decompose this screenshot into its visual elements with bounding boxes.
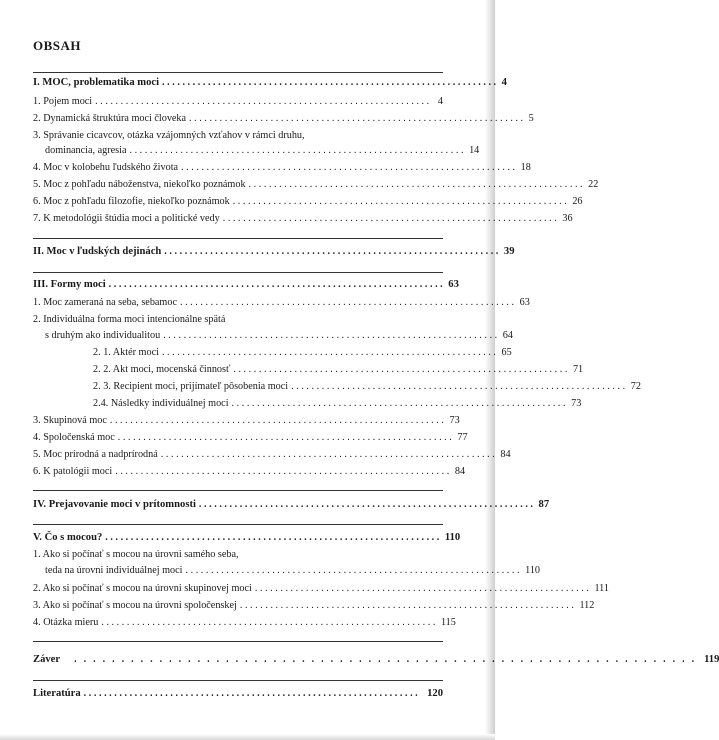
toc-entry-first-line: 1. Ako si počínať s mocou na úrovni samého seba, <box>33 549 239 560</box>
leader-dots: .................................................................. <box>222 213 560 224</box>
section-rule <box>33 680 443 681</box>
section-rule <box>33 238 443 239</box>
toc-entry[interactable] <box>33 616 456 629</box>
toc-page-number: 18 <box>520 162 531 173</box>
leader-dots: .................................................................. <box>239 600 577 611</box>
leader-dots: .................................................................. <box>101 617 438 628</box>
toc-subentry[interactable] <box>33 397 582 410</box>
leader-dots: .................................................................. <box>254 583 592 594</box>
toc-page-number: 111 <box>594 583 609 594</box>
toc-entry-label: 2. 1. Aktér moci <box>93 347 159 358</box>
toc-entry[interactable] <box>33 599 595 612</box>
toc-page-number: 71 <box>572 364 584 375</box>
toc-page-number: 110 <box>444 532 461 543</box>
toc-heading-label: Záver <box>33 654 61 665</box>
toc-entry[interactable] <box>33 161 531 174</box>
leader-dots: .................................................................. <box>83 688 421 699</box>
leader-dots: .................................................................. <box>198 499 536 510</box>
toc-subentry[interactable] <box>33 363 584 376</box>
toc-page-number: 73 <box>449 415 460 426</box>
toc-entry-first-line: 3. Správanie cicavcov, otázka vzájomných vzťahov v rámci druhu, <box>33 130 305 141</box>
toc-page-number: 64 <box>502 330 513 341</box>
toc-heading-section-5[interactable] <box>33 531 461 544</box>
toc-entry[interactable] <box>33 144 480 157</box>
leader-dots: .................................................................. <box>161 347 499 358</box>
leader-dots: .................................................................. <box>162 77 499 88</box>
toc-entry[interactable] <box>33 329 513 342</box>
toc-heading-section-2[interactable] <box>33 245 515 258</box>
page-title: OBSAH <box>33 38 82 53</box>
toc-entry-label: 2. 2. Akt moci, mocenská činnosť <box>93 364 231 375</box>
toc-page-number: 110 <box>525 565 541 576</box>
toc-heading-section-3[interactable] <box>33 278 459 291</box>
leader-dots: .................................................................. <box>233 364 570 375</box>
toc-page-number: 39 <box>503 246 515 257</box>
leader-dots: .................................................................. <box>164 246 501 257</box>
toc-heading-label: Literatúra <box>33 688 81 699</box>
toc-entry-label: 4. Moc v kolobehu ľudského života <box>33 162 179 173</box>
toc-entry[interactable] <box>33 296 530 309</box>
section-rule <box>33 272 443 273</box>
leader-dots: .................................................................. <box>185 565 523 576</box>
leader-dots: .................................................................. <box>115 466 452 477</box>
toc-page-number: 63 <box>519 297 530 308</box>
toc-heading-label: IV. Prejavovanie moci v prítomnosti <box>33 499 196 510</box>
toc-entry[interactable] <box>33 212 573 225</box>
leader-dots: .................................................................. <box>163 330 500 341</box>
leader-dots: .................................................................. <box>189 113 526 124</box>
toc-page-number: 65 <box>501 347 512 358</box>
toc-entry[interactable] <box>33 448 511 461</box>
leader-dots: .................................................................. <box>232 196 570 207</box>
leader-dots: .................................................................. <box>248 179 586 190</box>
toc-heading-section-4[interactable] <box>33 498 550 511</box>
leader-dots: .................................................................. <box>95 96 432 107</box>
toc-page-number: 63 <box>448 279 459 290</box>
toc-entry[interactable] <box>33 564 541 577</box>
toc-page-number: 87 <box>538 499 550 510</box>
toc-subentry[interactable] <box>33 346 512 359</box>
toc-entry-label: 6. K patológii moci <box>33 466 113 477</box>
toc-heading-label: I. MOC, problematika moci <box>33 77 160 88</box>
leader-dots: .................................................................. <box>291 381 628 392</box>
toc-heading-label: V. Čo s mocou? <box>33 532 103 543</box>
toc-entry-label: teda na úrovni individuálnej moci <box>45 565 183 576</box>
toc-entry-label: 2. Dynamická štruktúra moci človeka <box>33 113 187 124</box>
toc-page-number: 84 <box>454 466 466 477</box>
toc-entry[interactable] <box>33 414 460 427</box>
toc-entry-label: 4. Spoločenská moc <box>33 432 115 443</box>
toc-entry-first-line: 2. Individuálna forma moci intencionálne spätá <box>33 314 226 325</box>
section-rule <box>33 72 443 73</box>
toc-page-number: 120 <box>427 688 443 699</box>
leader-dots: .................................................................. <box>160 449 498 460</box>
toc-entry[interactable] <box>33 195 583 208</box>
toc-page-number: 4 <box>437 96 443 107</box>
toc-entry[interactable] <box>33 582 609 595</box>
leader-dots: .................................................................. <box>179 297 517 308</box>
toc-entry-label: 5. Moc z pohľadu náboženstva, niekoľko poznámok <box>33 179 246 190</box>
toc-entry[interactable] <box>33 178 599 191</box>
toc-entry-label: 2. 3. Recipient moci, prijímateľ pôsobenia moci <box>93 381 289 392</box>
toc-page-number: 73 <box>571 398 582 409</box>
toc-page-number: 4 <box>501 77 507 88</box>
toc-entry-label: 6. Moc z pohľadu filozofie, niekoľko poznámok <box>33 196 230 207</box>
toc-entry[interactable] <box>33 95 443 108</box>
toc-entry-label: 3. Skupinová moc <box>33 415 107 426</box>
toc-page-number: 26 <box>572 196 583 207</box>
toc-page-number: 72 <box>630 381 641 392</box>
toc-heading-literature[interactable] <box>33 687 443 700</box>
leader-dots: .................................................................. <box>129 145 467 156</box>
leader-dots: .................................................................. <box>74 654 702 665</box>
toc-page-number: 22 <box>588 179 599 190</box>
leader-dots: .................................................................. <box>117 432 455 443</box>
toc-subentry[interactable] <box>33 380 641 393</box>
toc-page-number: 84 <box>500 449 511 460</box>
leader-dots: .................................................................. <box>231 398 569 409</box>
toc-entry[interactable] <box>33 465 466 478</box>
toc-heading-section-1[interactable] <box>33 76 507 89</box>
toc-heading-conclusion[interactable] <box>33 653 719 666</box>
toc-entry-label: 5. Moc prírodná a nadprírodná <box>33 449 158 460</box>
toc-page-number: 115 <box>440 617 456 628</box>
toc-entry-label: dominancia, agresia <box>45 145 127 156</box>
toc-page-number: 119 <box>704 654 719 665</box>
section-rule <box>33 641 443 642</box>
toc-entry-label: 1. Pojem moci <box>33 96 93 107</box>
toc-entry-label: 4. Otázka mieru <box>33 617 99 628</box>
toc-page-number: 36 <box>562 213 573 224</box>
toc-page-number: 112 <box>579 600 595 611</box>
leader-dots: .................................................................. <box>105 532 442 543</box>
toc-entry-label: s druhým ako individualitou <box>45 330 161 341</box>
toc-entry-label: 2.4. Následky individuálnej moci <box>93 398 229 409</box>
leader-dots: .................................................................. <box>181 162 518 173</box>
toc-page-number: 77 <box>457 432 468 443</box>
toc-heading-label: III. Formy moci <box>33 279 106 290</box>
section-rule <box>33 524 443 525</box>
toc-entry-label: 2. Ako si počínať s mocou na úrovni skupinovej moci <box>33 583 252 594</box>
toc-heading-label: II. Moc v ľudských dejinách <box>33 246 162 257</box>
page-bottom-shadow <box>0 734 495 740</box>
toc-entry-label: 3. Ako si počínať s mocou na úrovni spoločenskej <box>33 600 237 611</box>
toc-page-number: 14 <box>469 145 480 156</box>
toc-entry[interactable] <box>33 112 534 125</box>
leader-dots: .................................................................. <box>109 415 447 426</box>
leader-dots: .................................................................. <box>108 279 446 290</box>
toc-entry-label: 1. Moc zameraná na seba, sebamoc <box>33 297 177 308</box>
toc-entry[interactable] <box>33 431 468 444</box>
section-rule <box>33 490 443 491</box>
toc-page-number: 5 <box>528 113 534 124</box>
toc-entry-label: 7. K metodológii štúdia moci a politické vedy <box>33 213 220 224</box>
